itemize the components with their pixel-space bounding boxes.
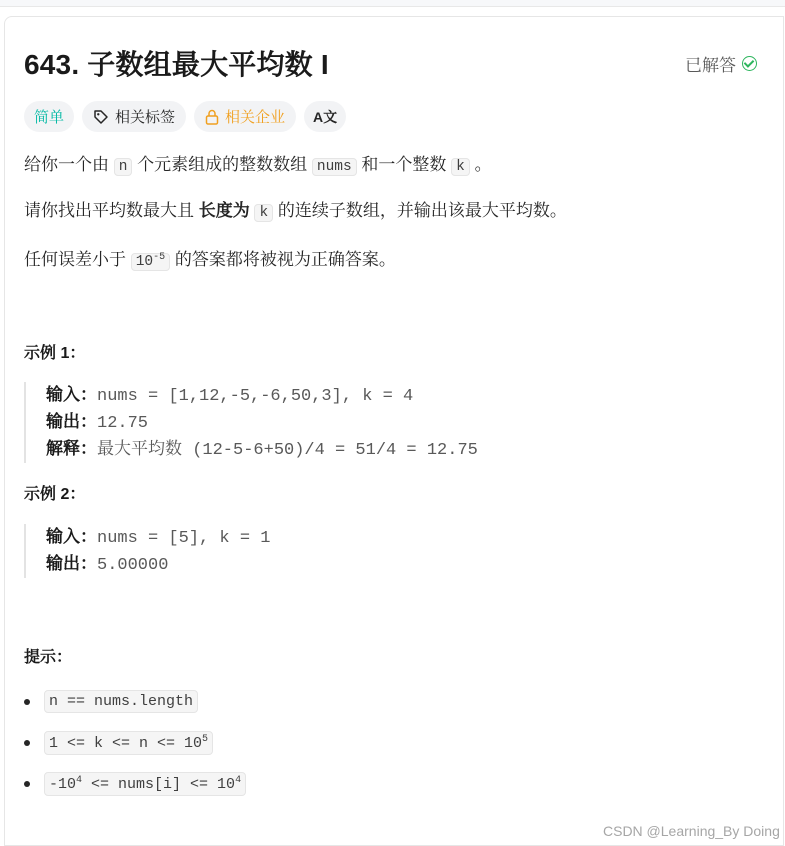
code-text: -10: [49, 776, 77, 793]
code-exponent: 4: [235, 775, 242, 786]
problem-title: 643. 子数组最大平均数 I: [24, 49, 329, 80]
input-value: nums = [5], k = 1: [97, 529, 271, 548]
solved-status: [685, 51, 757, 76]
translate-icon: A文: [313, 108, 338, 125]
code-exponent: 4: [76, 775, 83, 786]
inline-code-epsilon: [131, 253, 170, 271]
explanation-value: 最大平均数 (12-5-6+50)/4 = 51/4 = 12.75: [97, 441, 478, 460]
difficulty-badge: [24, 101, 74, 132]
example-1-heading: 示例 1：: [24, 345, 86, 362]
text: 个元素组成的整数数组: [132, 155, 312, 174]
example-input: [46, 524, 270, 551]
inline-code-k: k: [254, 204, 273, 222]
text: 的答案都将被视为正确答案。: [170, 249, 396, 269]
constraint-code: n == nums.length: [44, 690, 198, 713]
code-text: 1 <= k <= n <= 10: [49, 735, 203, 752]
text: 的连续子数组，并输出该最大平均数。: [273, 201, 567, 220]
input-value: nums = [1,12,-5,-6,50,3], k = 4: [97, 387, 414, 406]
text: 。: [469, 155, 492, 174]
constraint-code: [44, 731, 213, 755]
output-value: 5.00000: [97, 556, 169, 575]
text: 请你找出平均数最大且: [24, 201, 199, 220]
text: 任何误差小于: [24, 249, 131, 269]
translate-button[interactable]: [304, 101, 346, 132]
bullet-icon: [24, 781, 30, 787]
bullet-icon: [24, 699, 30, 705]
example-output: [46, 409, 478, 436]
explanation-label: 解释：: [46, 439, 97, 458]
code-exponent: -5: [153, 252, 166, 263]
input-label: 输入：: [46, 527, 97, 546]
bold-text: 长度为: [198, 201, 250, 220]
related-companies-label: 相关企业: [225, 109, 286, 126]
code-text: <= nums[i] <= 10: [82, 776, 236, 793]
description-paragraph-1: [24, 152, 492, 180]
constraint-code: [44, 772, 246, 796]
solved-label: 已解答: [685, 56, 736, 75]
constraint-item: [24, 731, 213, 755]
output-label: 输出：: [46, 554, 97, 573]
output-value: 12.75: [97, 414, 149, 433]
lock-icon: [205, 109, 219, 125]
check-circle-icon: [742, 56, 757, 71]
example-2-heading: 示例 2：: [24, 486, 86, 503]
tag-bar: [24, 101, 346, 132]
inline-code-n: n: [114, 158, 133, 176]
top-nav-strip: [0, 0, 785, 7]
code-exponent: 5: [202, 734, 209, 745]
inline-code-k: k: [451, 158, 470, 176]
difficulty-label: 简单: [34, 109, 65, 126]
example-input: [46, 382, 478, 409]
example-explanation: [46, 436, 478, 463]
example-2-block: [24, 524, 270, 578]
text: 给你一个由: [24, 155, 114, 174]
code-base: 10: [135, 253, 154, 270]
input-label: 输入：: [46, 385, 97, 404]
constraint-item: [24, 690, 198, 713]
related-topics-button[interactable]: [82, 101, 186, 132]
inline-code-nums: nums: [312, 158, 357, 176]
related-topics-label: 相关标签: [115, 109, 176, 126]
example-1-block: [24, 382, 478, 463]
related-companies-button[interactable]: [194, 101, 296, 132]
output-label: 输出：: [46, 412, 97, 431]
description-paragraph-2: [24, 198, 567, 226]
bullet-icon: [24, 740, 30, 746]
constraints-heading: 提示：: [24, 649, 73, 666]
constraint-item: [24, 772, 246, 796]
tag-icon: [93, 109, 109, 125]
text: 和一个整数: [356, 155, 452, 174]
watermark: CSDN @Learning_By Doing: [603, 823, 780, 839]
description-paragraph-3: [24, 245, 396, 275]
example-output: [46, 551, 270, 578]
